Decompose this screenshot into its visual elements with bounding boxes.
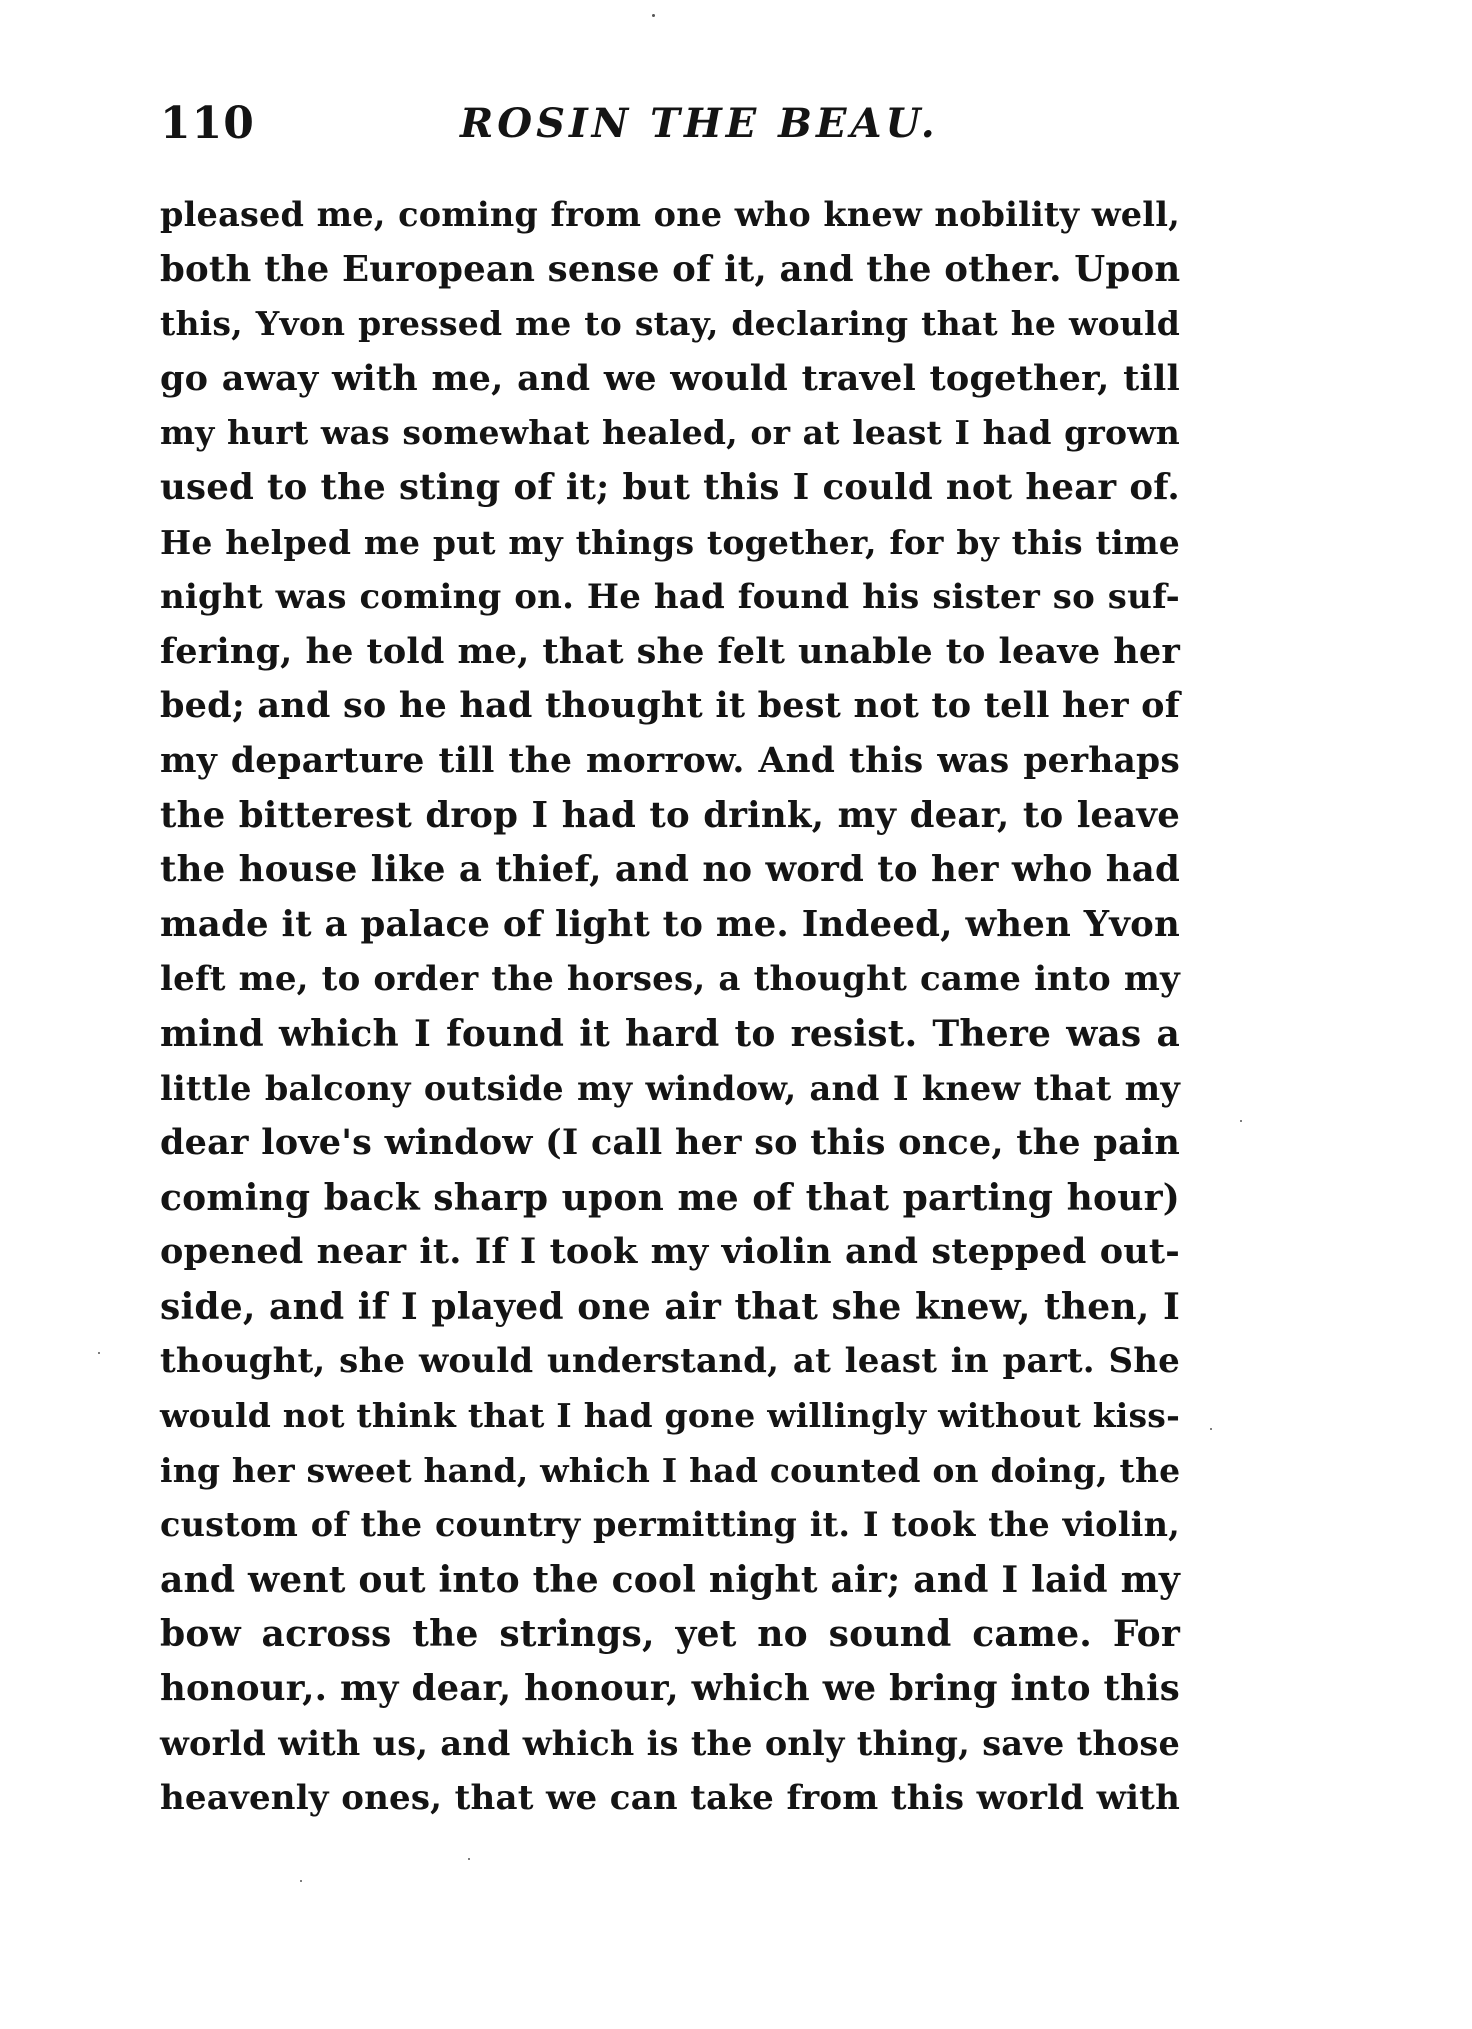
text-line: bed; and so he had thought it best not to tell her of — [160, 685, 1180, 727]
text-line: bow across the strings, yet no sound came. For — [160, 1613, 1180, 1656]
text-line: my hurt was somewhat healed, or at least I had grown — [160, 413, 1180, 453]
text-line: fering, he told me, that she felt unable to leave her — [160, 630, 1180, 672]
text-line: He helped me put my things together, for by this time — [160, 522, 1180, 562]
text-line: dear love's window (I call her so this once, the pain — [160, 1122, 1180, 1164]
text-line: both the European sense of it, and the other. Upon — [160, 248, 1181, 290]
text-line: coming back sharp upon me of that parting hour) — [160, 1176, 1180, 1219]
text-line: heavenly ones, that we can take from this world with — [160, 1778, 1180, 1819]
text-line: opened near it. If I took my violin and stepped out- — [160, 1231, 1180, 1273]
text-line: used to the sting of it; but this I could not hear of. — [160, 466, 1180, 508]
scan-speck — [468, 1858, 470, 1860]
text-line: and went out into the cool night air; and I laid my — [160, 1558, 1180, 1601]
text-line: left me, to order the horses, a thought came into my — [160, 959, 1180, 1000]
text-line: the house like a thief, and no word to her who had — [160, 849, 1180, 891]
text-line: thought, she would understand, at least in part. She — [160, 1341, 1180, 1382]
scan-speck — [652, 14, 655, 17]
text-line: mind which I found it hard to resist. There was a — [160, 1012, 1180, 1055]
text-line: would not think that I had gone willingly without kiss- — [160, 1396, 1180, 1436]
page-number: 110 — [160, 98, 255, 149]
text-line: go away with me, and we would travel together, till — [160, 357, 1180, 399]
text-line: world with us, and which is the only thing, save those — [160, 1723, 1180, 1763]
scan-speck — [1240, 1120, 1242, 1122]
text-line: custom of the country permitting it. I took the violin, — [160, 1505, 1180, 1545]
text-line: this, Yvon pressed me to stay, declaring that he would — [160, 304, 1180, 344]
text-line: night was coming on. He had found his sister so suf- — [160, 577, 1180, 618]
text-line: made it a palace of light to me. Indeed, when Yvon — [160, 903, 1180, 945]
text-line: side, and if I played one air that she knew, then, I — [160, 1285, 1180, 1328]
body-text — [160, 188, 1180, 1826]
text-line: the bitterest drop I had to drink, my dear, to leave — [160, 794, 1180, 836]
text-line: little balcony outside my window, and I knew that my — [160, 1068, 1180, 1108]
running-header — [160, 98, 1180, 158]
text-line: honour,. my dear, honour, which we bring into this — [160, 1668, 1180, 1710]
text-line: pleased me, coming from one who knew nobility well, — [160, 195, 1180, 234]
scan-speck — [300, 1880, 302, 1882]
running-title: ROSIN THE BEAU. — [460, 100, 939, 147]
text-line: ing her sweet hand, which I had counted on doing, the — [160, 1450, 1181, 1490]
scan-speck — [1210, 1428, 1212, 1430]
text-line: my departure till the morrow. And this was perhaps — [160, 740, 1180, 781]
scan-speck — [98, 1352, 100, 1354]
